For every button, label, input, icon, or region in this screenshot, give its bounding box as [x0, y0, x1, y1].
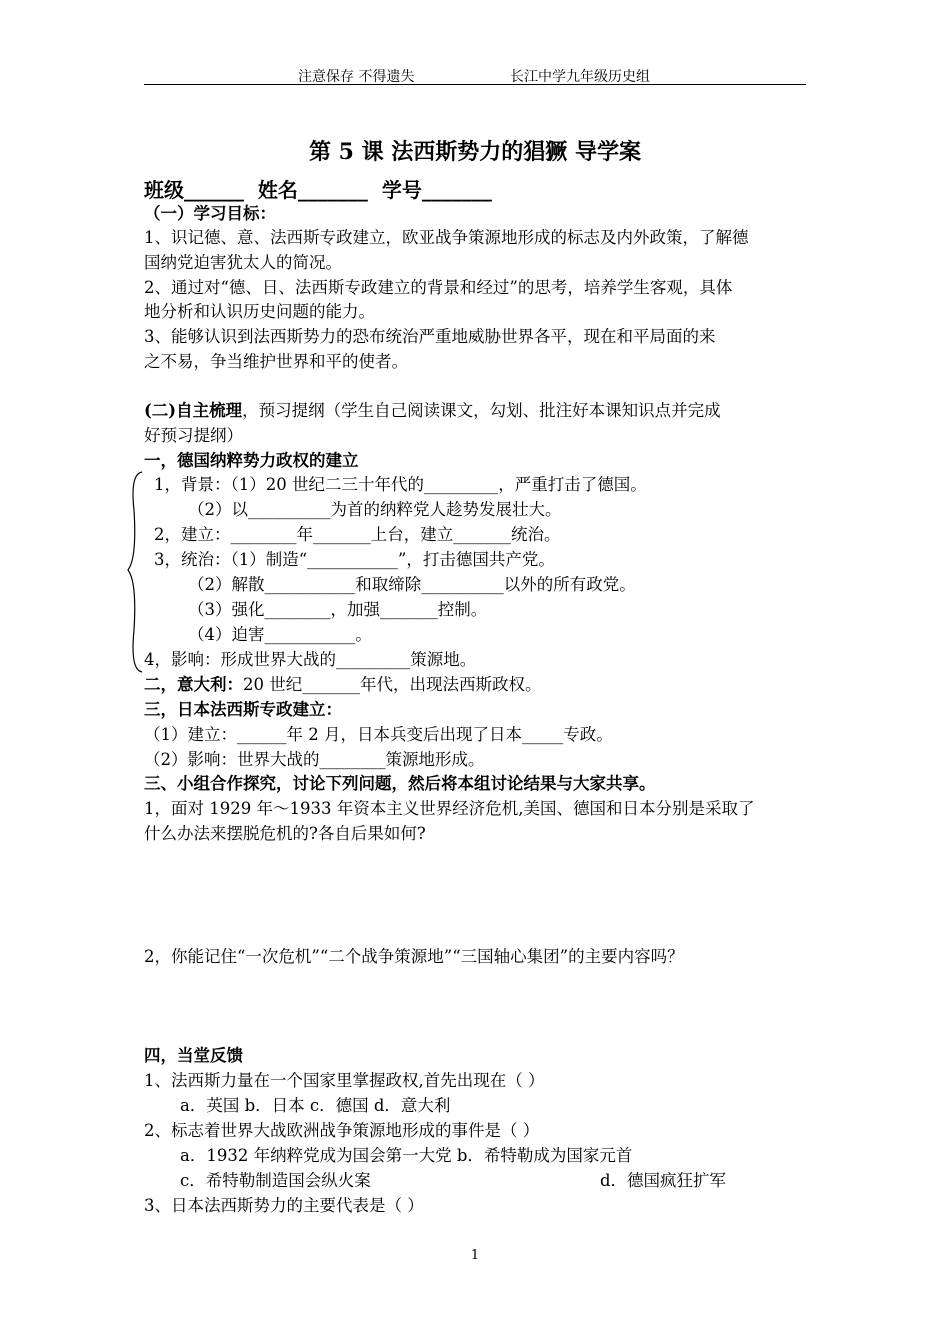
- quiz-question-2-options-ab: a．1932 年纳粹党成为国会第一大党 b．希特勒成为国家元首: [180, 1146, 633, 1165]
- section-objectives-heading: （一）学习目标：: [144, 204, 276, 223]
- group-discussion-heading: 三、小组合作探究，讨论下列问题，然后将本组讨论结果与大家共享。: [144, 774, 656, 793]
- quiz-question-1-options: a．英国 b．日本 c．德国 d．意大利: [180, 1096, 451, 1115]
- germany-rule-1: 3，统治：（1）制造“___________”，打击德国共产党。: [154, 550, 555, 569]
- germany-rule-2: （2）解散___________和取缔除__________以外的所有政党。: [188, 575, 636, 594]
- quiz-question-1: 1、法西斯力量在一个国家里掌握政权,首先出现在（ ）: [144, 1071, 545, 1090]
- quiz-question-2: 2、标志着世界大战欧洲战争策源地形成的事件是（ ）: [144, 1121, 540, 1140]
- quiz-question-2-option-c: c．希特勒制造国会纵火案: [180, 1171, 371, 1190]
- objective-1-line-2: 国纳党迫害犹太人的简况。: [144, 253, 342, 272]
- italy-heading: 二，意大利：: [144, 675, 243, 694]
- italy-line: [144, 674, 542, 696]
- germany-background-1: 1，背景：（1）20 世纪二三十年代的_________，严重打击了德国。: [154, 475, 647, 494]
- objective-1-line-1: 1、识记德、意、法西斯专政建立，欧亚战争策源地形成的标志及内外政策，了解德: [144, 228, 749, 247]
- germany-establishment: 2，建立：________年_______上台，建立_______统治。: [154, 525, 561, 544]
- quiz-question-3: 3、日本法西斯势力的主要代表是（ ）: [144, 1196, 424, 1215]
- quiz-question-2-option-d: d．德国疯狂扩军: [600, 1171, 727, 1190]
- document-title: 第 5 课 法西斯势力的猖獗 导学案: [309, 139, 641, 165]
- germany-section-heading: 一，德国纳粹势力政权的建立: [144, 451, 359, 470]
- objective-2-line-1: 2、通过对“德、日、法西斯专政建立的背景和经过”的思考，培养学生客观，具体: [144, 278, 733, 297]
- self-study-intro: [144, 400, 721, 422]
- header-group: 长江中学九年级历史组: [510, 69, 650, 85]
- germany-impact: 4，影响：形成世界大战的_________策源地。: [144, 650, 477, 669]
- germany-background-2: （2）以__________为首的纳粹党人趁势发展壮大。: [188, 500, 562, 519]
- discussion-question-1-line-1: 1，面对 1929 年～1933 年资本主义世界经济危机,美国、德国和日本分别是采取了: [144, 799, 755, 818]
- self-study-heading: (二)自主梳理: [144, 401, 243, 420]
- student-info-line: 班级______ 姓名_______ 学号_______: [144, 178, 492, 202]
- objective-3-line-2: 之不易，争当维护世界和平的使者。: [144, 352, 408, 371]
- germany-rule-3: （3）强化________，加强_______控制。: [188, 600, 488, 619]
- objective-2-line-2: 地分析和认识历史问题的能力。: [144, 302, 375, 321]
- page-number: 1: [470, 1248, 480, 1263]
- feedback-heading: 四，当堂反馈: [144, 1046, 243, 1065]
- page-header: [144, 66, 806, 85]
- self-study-instructions: ，预习提纲（学生自己阅读课文，勾划、批注好本课知识点并完成: [242, 401, 721, 420]
- italy-text: 20 世纪_______年代，出现法西斯政权。: [243, 675, 542, 694]
- header-note: 注意保存 不得遗失: [298, 69, 415, 85]
- japan-establishment: （1）建立：______年 2 月，日本兵变后出现了日本_____专政。: [144, 725, 613, 744]
- self-study-instructions-cont: 好预习提纲）: [144, 426, 243, 445]
- brace-bracket: [126, 470, 144, 674]
- discussion-question-2: 2，你能记住“一次危机”“二个战争策源地”“三国轴心集团”的主要内容吗？: [144, 947, 684, 966]
- germany-rule-4: （4）迫害___________。: [188, 625, 372, 644]
- japan-impact: （2）影响：世界大战的________策源地形成。: [144, 750, 485, 769]
- discussion-question-1-line-2: 什么办法来摆脱危机的?各自后果如何?: [144, 824, 426, 843]
- japan-section-heading: 三，日本法西斯专政建立：: [144, 700, 342, 719]
- objective-3-line-1: 3、能够认识到法西斯势力的恐布统治严重地威胁世界各平，现在和平局面的来: [144, 327, 716, 346]
